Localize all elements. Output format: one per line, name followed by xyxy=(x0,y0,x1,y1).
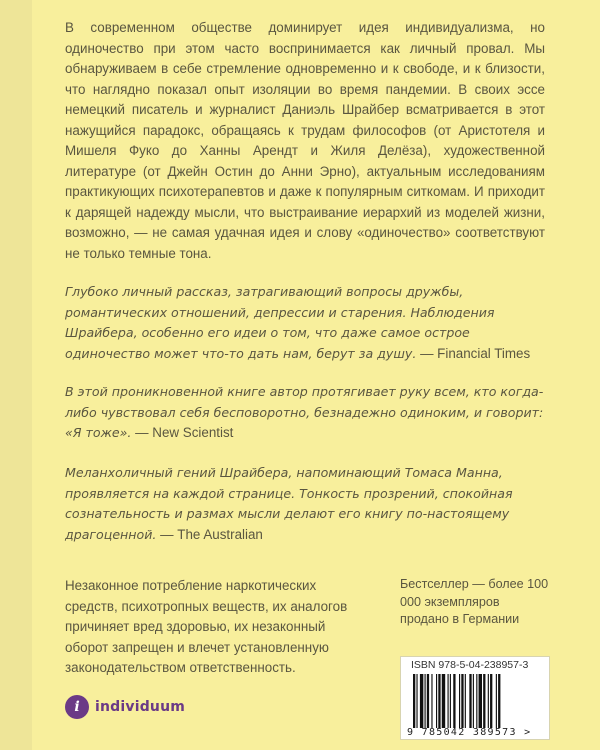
book-description: В современном обществе доминирует идея индивидуализма, но одиночество при этом часто воспринимается как личный провал. Мы обнаруживаем в себе стремление одновременно и к свободе, и к близости, что наглядно показал опыт изоляции во время пандемии. В своих эссе немецкий писатель и журналист Даниэль Шрайбер всматривается в этот нажущийся парадокс, обращаясь к трудам философов (от Аристотеля и Мишеля Фуко до Ханны Арендт и Жиля Делёза), художественной литературе (от Джейн Остин до Анни Эрно), актуальным исследованиям практикующих психотерапевтов и даже к популярным ситкомам. И приходит к дарящей надежду мысли, что выстраивание иерархий из моделей жизни, возможно, — не самая удачная идея и слову «одиночество» соответствуют не только темные тона. xyxy=(65,20,545,261)
barcode-digits: 9 785042 389573 > xyxy=(407,727,532,738)
barcode-icon xyxy=(411,674,539,728)
review-text: Меланхоличный гений Шрайбера, напоминающий Томаса Манна, проявляется на каждой странице. Тонкость прозрений, спокойная сознательность и размах мысли делают его книгу по-настоящему драгоценной. xyxy=(65,465,513,542)
isbn-barcode-block xyxy=(400,656,550,740)
review-text: В этой проникновенной книге автор протягивает руку всем, кто когда-либо чувствовал себя бесповоротно, безнадежно одиноким, и говорит: «Я тоже». xyxy=(65,384,544,440)
review-source: — Financial Times xyxy=(420,345,531,361)
publisher-name: individuum xyxy=(95,699,186,715)
legal-warning: Незаконное потребление наркотических средств, психотропных веществ, их аналогов причиняет вред здоровью, их незаконный оборот запрещен и влечет установленную законодательством ответственность. xyxy=(65,578,348,675)
review-quote-the-australian xyxy=(65,463,545,545)
review-quote-new-scientist xyxy=(65,382,545,444)
review-source: — The Australian xyxy=(160,526,263,542)
review-text: Глубоко личный рассказ, затрагивающий вопросы дружбы, романтических отношений, депрессии и старения. Наблюдения Шрайбера, особенно его идеи о том, что даже самое острое одиночество может что-то дать нам, берут за душу. xyxy=(65,284,495,361)
publisher-logo xyxy=(65,694,185,720)
cover-spine-edge xyxy=(0,0,32,750)
bestseller-note: Бестселлер — более 100 000 экземпляров продано в Германии xyxy=(400,577,549,626)
review-quote-financial-times xyxy=(65,282,545,364)
publisher-logo-icon: i xyxy=(65,695,89,719)
review-source: — New Scientist xyxy=(135,425,234,440)
isbn-number: ISBN 978-5-04-238957-3 xyxy=(411,659,529,671)
